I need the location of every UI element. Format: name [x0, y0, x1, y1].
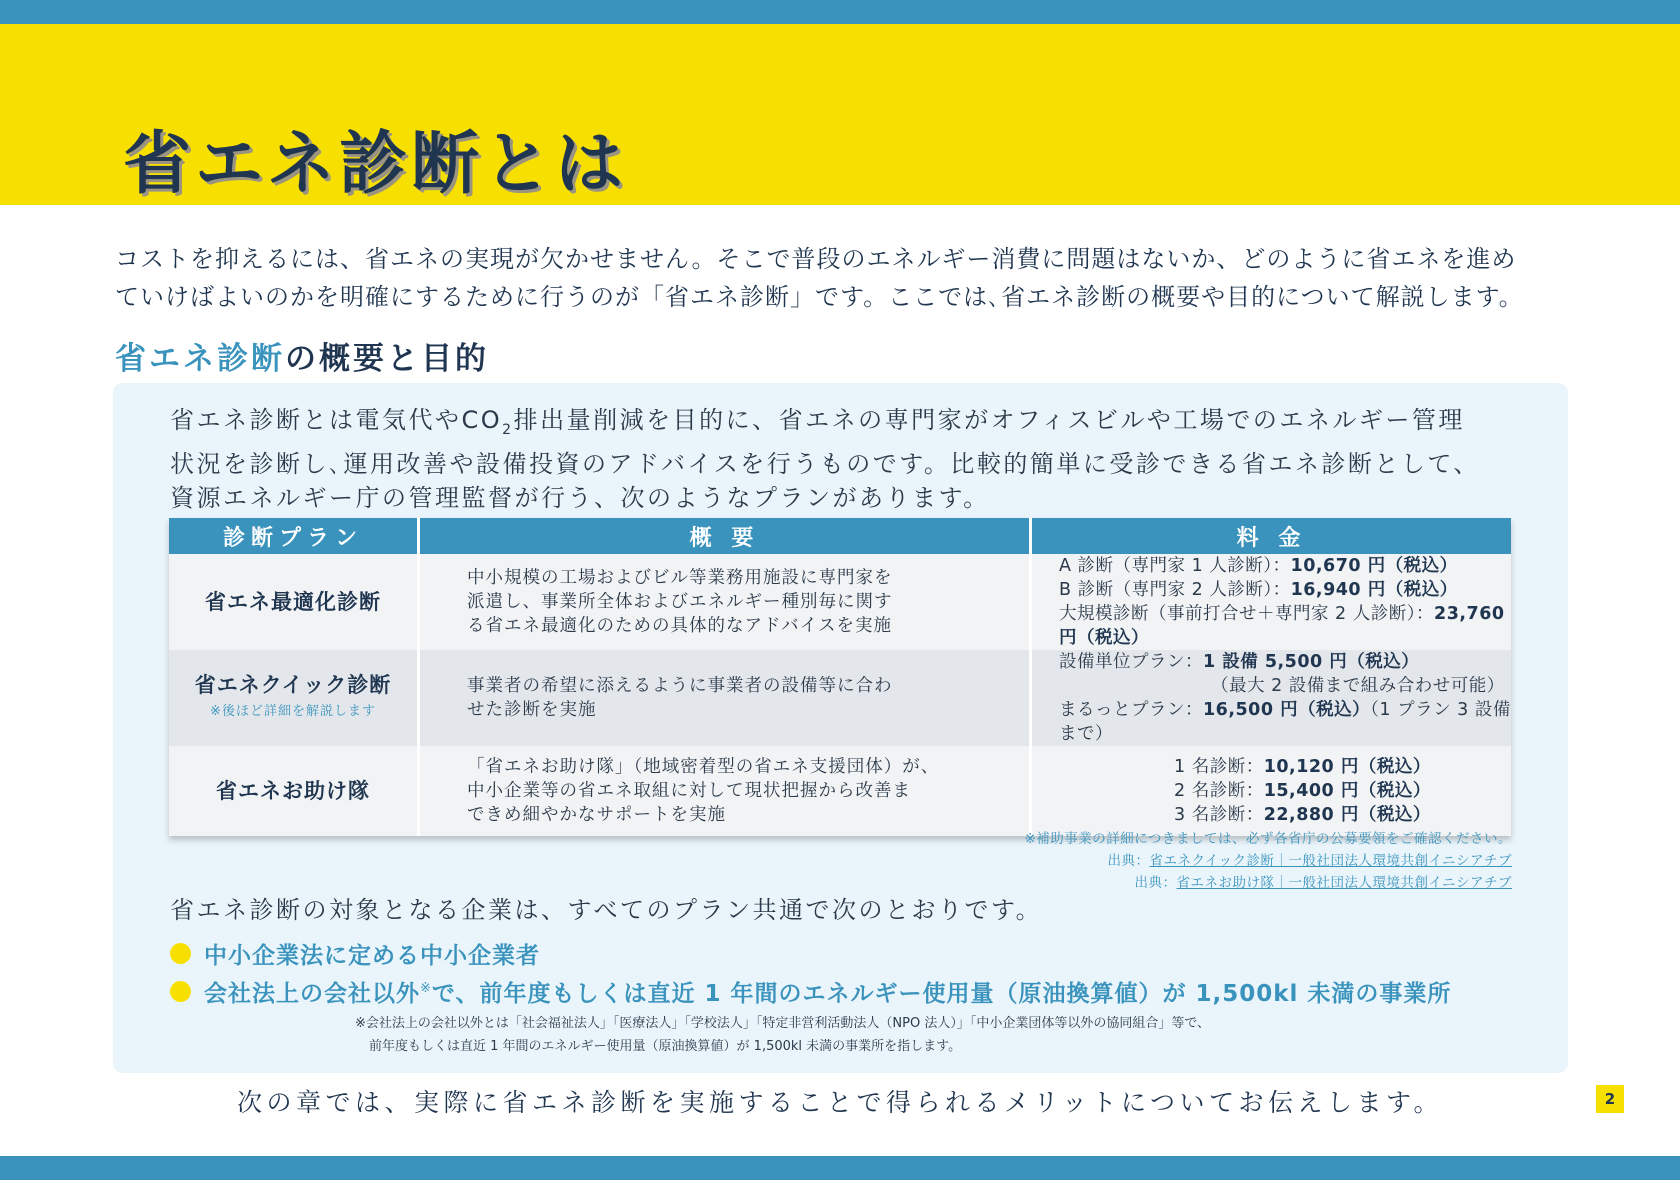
footnote-line-2: 前年度もしくは直近 1 年間のエネルギー使用量（原油換算値）が 1,500kl 未満の事業所を指します。 [369, 1039, 962, 1054]
page-number: 2 [1596, 1085, 1624, 1113]
overview-line-1a: 省エネ診断とは電気代やCO [170, 406, 503, 434]
bullet-dot-icon [170, 943, 191, 964]
top-stripe [0, 0, 1680, 24]
target-item-1 [170, 937, 540, 970]
fee-line [1059, 698, 1511, 746]
target-item-2 [170, 975, 1451, 1008]
intro-paragraph [115, 240, 1575, 316]
fee-line [1059, 674, 1511, 698]
plan-cell [169, 554, 419, 650]
source-line [900, 850, 1512, 872]
fee-price: 22,880 円（税込） [1263, 805, 1431, 825]
plan-table [169, 518, 1511, 836]
intro-line-1: コストを抑えるには、省エネの実現が欠かせません。そこで普段のエネルギー消費に問題はないか、どのように省エネを進め [115, 245, 1517, 273]
summary-line: 「省エネお助け隊」（地域密着型の省エネ支援団体）が、 [467, 757, 940, 777]
fee-label: 3 名診断： [1174, 805, 1264, 825]
fee-cell [1031, 554, 1512, 650]
table-row [169, 554, 1511, 650]
closing-sentence: 次の章では、実際に省エネ診断を実施することで得られるメリットについてお伝えします。 [236, 1088, 1443, 1117]
fee-label: まるっとプラン： [1059, 700, 1203, 720]
fee-line [1059, 554, 1511, 578]
page-title: 省エネ診断とは [123, 125, 628, 204]
summary-line: 中小規模の工場およびビル等業務用施設に専門家を [467, 568, 893, 588]
fee-cell [1031, 650, 1512, 746]
subsidy-note: ※補助事業の詳細につきましては、必ず各省庁の公募要領をご確認ください。 [1024, 831, 1512, 847]
plan-name: 省エネお助け隊 [216, 779, 370, 803]
fee-block [1174, 755, 1511, 827]
source-link-otasuke[interactable]: 省エネお助け隊｜一般社団法人環境共創イニシアチブ [1176, 875, 1512, 891]
fee-line [1059, 650, 1511, 674]
section-title-rest: の概要と目的 [285, 341, 489, 377]
summary-cell [419, 650, 1031, 746]
summary-cell [419, 746, 1031, 836]
bullet-dot-icon [170, 981, 191, 1002]
co2-subscript: 2 [502, 421, 514, 438]
fee-price: 1 設備 5,500 円（税込） [1203, 652, 1420, 672]
fee-price: 10,670 円（税込） [1290, 556, 1458, 576]
header-plan: 診断プラン [169, 518, 419, 554]
target-item-label: 中小企業法に定める中小企業者 [204, 943, 540, 969]
source-prefix: 出典： [1107, 853, 1150, 869]
notes [900, 828, 1512, 894]
bottom-stripe [0, 1156, 1680, 1180]
fee-label: 設備単位プラン： [1059, 652, 1203, 672]
summary-line: る省エネ最適化のための具体的なアドバイスを実施 [467, 616, 892, 636]
fee-line [1174, 803, 1511, 827]
summary-cell [419, 554, 1031, 650]
overview-paragraph [170, 403, 1530, 515]
table-header-row [169, 518, 1511, 554]
fee-price: 16,940 円（税込） [1290, 580, 1458, 600]
header-fee: 料 金 [1031, 518, 1512, 554]
fee-label: 1 名診断： [1174, 757, 1264, 777]
summary-line: できめ細やかなサポートを実施 [467, 805, 726, 825]
overview-line-2: 状況を診断し､運用改善や設備投資のアドバイスを行うものです。比較的簡単に受診できる省エネ診断として、 [170, 449, 1480, 478]
plan-note: ※後ほど詳細を解説します [210, 703, 376, 719]
source-prefix: 出典： [1134, 875, 1177, 891]
fee-label: （最大 2 設備まで組み合わせ可能） [1211, 676, 1505, 696]
header-summary: 概 要 [419, 518, 1031, 554]
fee-price: 23,760 円（税込） [1059, 604, 1505, 648]
table-row [169, 650, 1511, 746]
overview-line-1b: 排出量削減を目的に、省エネの専門家がオフィスビルや工場でのエネルギー管理 [513, 406, 1465, 434]
source-link-quick[interactable]: 省エネクイック診断｜一般社団法人環境共創イニシアチブ [1149, 853, 1512, 869]
overview-line-3: 資源エネルギー庁の管理監督が行う、次のようなプランがあります。 [170, 483, 990, 512]
fee-line [1059, 578, 1511, 602]
plan-cell [169, 746, 419, 836]
target-intro: 省エネ診断の対象となる企業は、すべてのプラン共通で次のとおりです。 [170, 896, 1043, 924]
title-banner [0, 24, 1680, 205]
target-item-label [204, 975, 1451, 1008]
fee-price: 16,500 円（税込） [1203, 700, 1371, 720]
fee-line [1174, 779, 1511, 803]
target-item-2a: 会社法上の会社以外 [204, 981, 420, 1007]
fee-label: 2 名診断： [1174, 781, 1264, 801]
summary-line: 事業者の希望に添えるように事業者の設備等に合わ [467, 676, 893, 696]
fee-price: 10,120 円（税込） [1263, 757, 1431, 777]
fee-line [1174, 755, 1511, 779]
summary-line: 派遣し、事業所全体およびエネルギー種別毎に関す [467, 592, 893, 612]
plan-name: 省エネ最適化診断 [205, 590, 381, 614]
footnote [355, 1012, 1210, 1058]
table-row [169, 746, 1511, 836]
footnote-mark: ※ [420, 981, 432, 996]
plan-cell [169, 650, 419, 746]
intro-line-2: ていけばよいのかを明確にするために行うのが「省エネ診断」です。ここでは､省エネ診断の概要や目的について解説します。 [115, 283, 1524, 311]
footnote-line-1: ※会社法上の会社以外とは「社会福祉法人」「医療法人」「学校法人」「特定非営利活動法人（NPO 法人）」「中小企業団体等以外の協同組合」等で、 [355, 1016, 1211, 1031]
summary-line: せた診断を実施 [467, 700, 597, 720]
fee-line [1059, 602, 1511, 650]
fee-label: B 診断（専門家 2 人診断）： [1059, 580, 1291, 600]
fee-cell [1031, 746, 1512, 836]
fee-label: 大規模診断（事前打合せ＋専門家 2 人診断）： [1059, 604, 1435, 624]
section-title [115, 333, 489, 378]
plan-name: 省エネクイック診断 [194, 672, 392, 697]
summary-line: 中小企業等の省エネ取組に対して現状把握から改善ま [467, 781, 911, 801]
fee-label: A 診断（専門家 1 人診断）： [1059, 556, 1291, 576]
fee-price: 15,400 円（税込） [1263, 781, 1431, 801]
target-item-2b: で、前年度もしくは直近 1 年間のエネルギー使用量（原油換算値）が 1,500kl 未満の事業所 [431, 981, 1452, 1007]
fee-suffix: （1 プラン 3 設備まで） [1059, 700, 1511, 744]
section-title-accent: 省エネ診断 [115, 341, 285, 377]
